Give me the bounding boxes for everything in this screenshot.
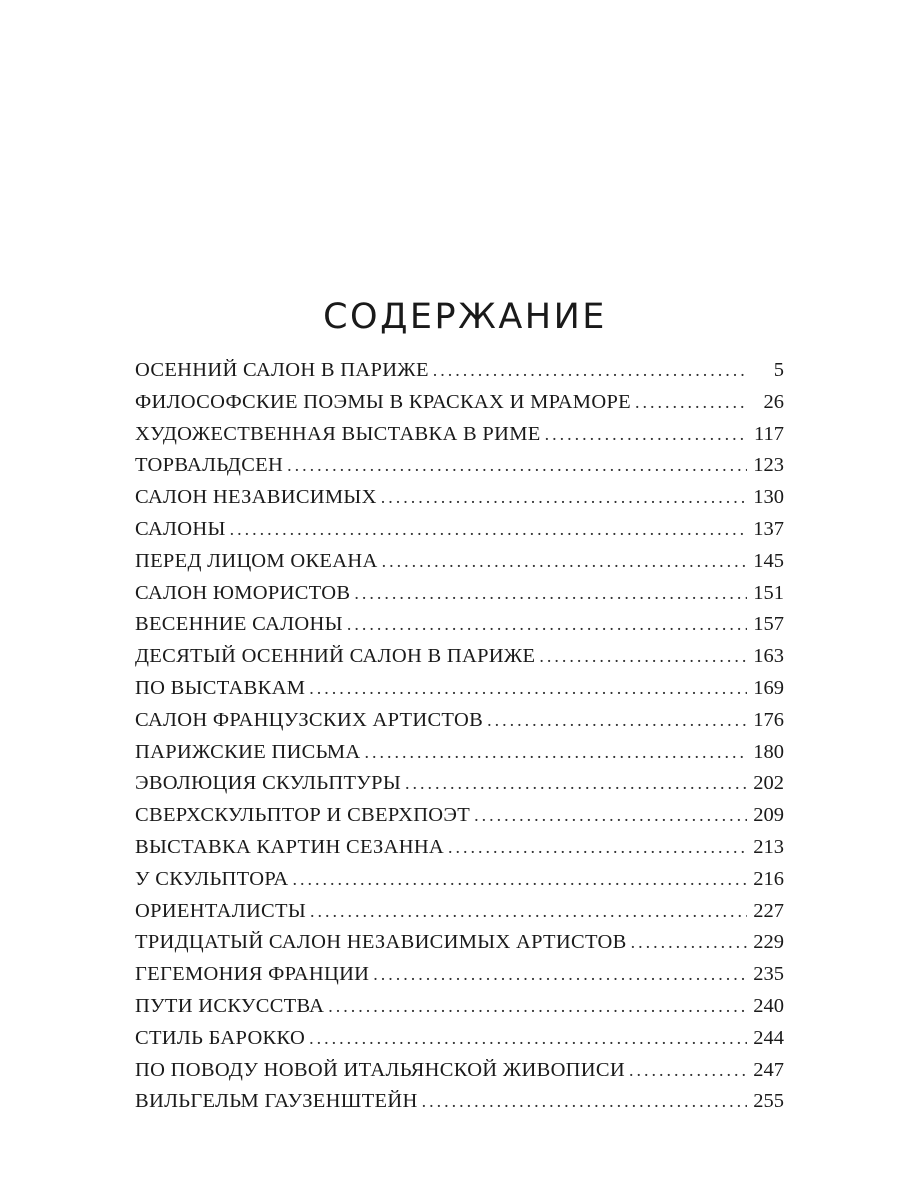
toc-entry-page: 216 [753, 867, 784, 890]
table-of-contents [135, 359, 784, 1122]
toc-entry-title: ЭВОЛЮЦИЯ СКУЛЬПТУРЫ [135, 772, 402, 795]
toc-entry-page: 229 [753, 931, 784, 954]
toc-entry[interactable] [135, 550, 784, 582]
toc-entry-page: 227 [753, 899, 784, 922]
dot-leader [405, 773, 747, 794]
dot-leader [474, 805, 747, 826]
toc-entry-title: ТРИДЦАТЫЙ САЛОН НЕЗАВИСИМЫХ АРТИСТОВ [135, 931, 627, 954]
dot-leader [381, 487, 748, 508]
toc-entry-title: ВЫСТАВКА КАРТИН СЕЗАННА [135, 835, 445, 858]
toc-entry-page: 157 [753, 613, 784, 636]
toc-entry-page: 117 [754, 422, 784, 445]
toc-entry-page: 5 [773, 359, 784, 381]
toc-entry-page: 137 [753, 517, 784, 540]
dot-leader [287, 455, 747, 476]
toc-entry-title: У СКУЛЬПТОРА [135, 867, 289, 890]
toc-entry-title: ПУТИ ИСКУССТВА [135, 994, 325, 1017]
dot-leader [382, 551, 748, 572]
toc-entry[interactable] [135, 1059, 784, 1091]
toc-entry-page: 202 [753, 772, 784, 795]
toc-entry-title: САЛОНЫ [135, 517, 226, 540]
dot-leader [309, 1028, 747, 1049]
toc-entry-page: 151 [753, 581, 784, 604]
toc-entry[interactable] [135, 741, 784, 773]
toc-entry-page: 240 [753, 994, 784, 1017]
dot-leader [365, 742, 748, 763]
dot-leader [328, 996, 747, 1017]
toc-entry-page: 145 [753, 549, 784, 572]
toc-entry[interactable] [135, 486, 784, 518]
dot-leader [310, 901, 747, 922]
toc-entry-title: ПО ВЫСТАВКАМ [135, 676, 306, 699]
dot-leader [373, 964, 747, 985]
toc-entry[interactable] [135, 931, 784, 963]
toc-entry-page: 130 [753, 486, 784, 509]
toc-entry[interactable] [135, 391, 784, 423]
page-title: СОДЕРЖАНИЕ [323, 297, 607, 337]
toc-entry[interactable] [135, 582, 784, 614]
toc-entry-title: СВЕРХСКУЛЬПТОР И СВЕРХПОЭТ [135, 804, 471, 827]
toc-entry[interactable] [135, 900, 784, 932]
toc-entry[interactable] [135, 454, 784, 486]
toc-entry[interactable] [135, 709, 784, 741]
toc-entry-title: ВЕСЕННИЕ САЛОНЫ [135, 613, 343, 636]
dot-leader [347, 614, 747, 635]
dot-leader [433, 360, 748, 381]
toc-entry-page: 176 [753, 708, 784, 731]
toc-entry-title: ПЕРЕД ЛИЦОМ ОКЕАНА [135, 549, 378, 572]
dot-leader [230, 519, 748, 540]
dot-leader [635, 392, 748, 413]
dot-leader [422, 1091, 748, 1112]
dot-leader [539, 646, 747, 667]
toc-entry-page: 255 [753, 1090, 784, 1113]
toc-entry-title: СТИЛЬ БАРОККО [135, 1026, 306, 1049]
toc-entry-page: 123 [753, 454, 784, 477]
toc-entry[interactable] [135, 804, 784, 836]
dot-leader [448, 837, 747, 858]
toc-entry-title: САЛОН ЮМОРИСТОВ [135, 581, 351, 604]
toc-entry-title: ПАРИЖСКИЕ ПИСЬМА [135, 740, 361, 763]
toc-entry-page: 213 [753, 835, 784, 858]
dot-leader [545, 424, 748, 445]
toc-entry-page: 26 [763, 390, 784, 413]
toc-entry-title: ОРИЕНТАЛИСТЫ [135, 899, 307, 922]
toc-entry-page: 247 [753, 1058, 784, 1081]
toc-entry-title: ГЕГЕМОНИЯ ФРАНЦИИ [135, 963, 370, 986]
dot-leader [487, 710, 747, 731]
toc-entry-page: 169 [753, 676, 784, 699]
dot-leader [354, 583, 747, 604]
toc-entry-title: ХУДОЖЕСТВЕННАЯ ВЫСТАВКА В РИМЕ [135, 422, 541, 445]
toc-entry-page: 235 [753, 963, 784, 986]
toc-entry[interactable] [135, 1027, 784, 1059]
toc-entry[interactable] [135, 836, 784, 868]
dot-leader [629, 1060, 747, 1081]
toc-entry-title: ВИЛЬГЕЛЬМ ГАУЗЕНШТЕЙН [135, 1090, 418, 1113]
toc-entry-title: ОСЕННИЙ САЛОН В ПАРИЖЕ [135, 359, 429, 381]
toc-entry[interactable] [135, 772, 784, 804]
toc-entry[interactable] [135, 359, 784, 391]
toc-entry-title: ДЕСЯТЫЙ ОСЕННИЙ САЛОН В ПАРИЖЕ [135, 645, 536, 668]
dot-leader [309, 678, 747, 699]
toc-entry[interactable] [135, 995, 784, 1027]
toc-entry-page: 209 [753, 804, 784, 827]
toc-entry[interactable] [135, 868, 784, 900]
toc-entry-page: 163 [753, 645, 784, 668]
toc-entry-title: ТОРВАЛЬДСЕН [135, 454, 284, 477]
toc-entry[interactable] [135, 645, 784, 677]
toc-entry[interactable] [135, 613, 784, 645]
dot-leader [631, 932, 748, 953]
toc-entry-title: САЛОН НЕЗАВИСИМЫХ [135, 486, 377, 509]
toc-entry-page: 180 [753, 740, 784, 763]
toc-entry[interactable] [135, 1090, 784, 1122]
toc-entry-page: 244 [753, 1026, 784, 1049]
toc-entry[interactable] [135, 518, 784, 550]
toc-entry[interactable] [135, 677, 784, 709]
toc-entry-title: ПО ПОВОДУ НОВОЙ ИТАЛЬЯНСКОЙ ЖИВОПИСИ [135, 1058, 625, 1081]
dot-leader [293, 869, 748, 890]
toc-entry[interactable] [135, 963, 784, 995]
toc-entry[interactable] [135, 423, 784, 455]
toc-entry-title: ФИЛОСОФСКИЕ ПОЭМЫ В КРАСКАХ И МРАМОРЕ [135, 390, 631, 413]
toc-entry-title: САЛОН ФРАНЦУЗСКИХ АРТИСТОВ [135, 708, 484, 731]
